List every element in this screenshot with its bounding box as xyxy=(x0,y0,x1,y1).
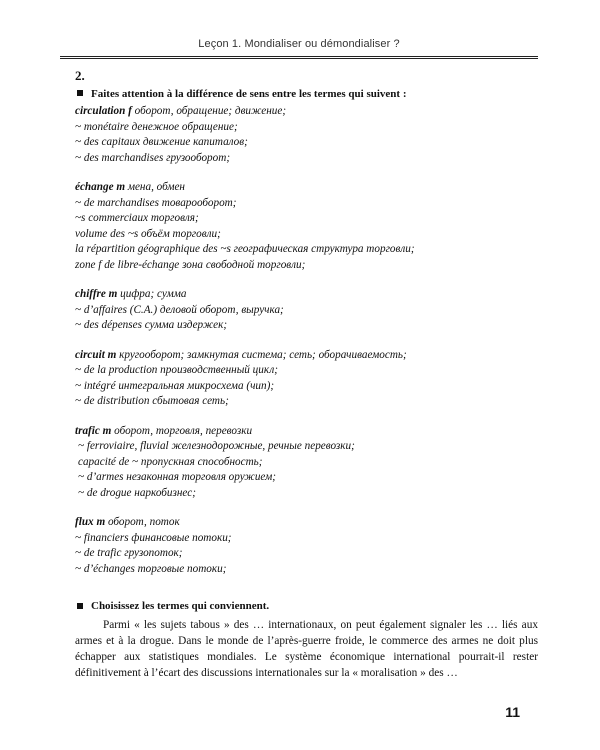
term-meaning: оборот, торговля, перевозки xyxy=(114,424,253,437)
term-line: ~ intégré интегральная микросхема (чип); xyxy=(75,379,275,392)
term-line: ~ de la production производственный цикл; xyxy=(75,364,278,376)
term-line: ~ d’affaires (C.A.) деловой оборот, выручка; xyxy=(75,303,284,316)
term-group-circuit xyxy=(75,348,530,410)
term-line: ~ de marchandises товарооборот; xyxy=(75,196,237,209)
term-line: ~ de trafic грузопоток; xyxy=(75,547,183,559)
square-bullet-icon xyxy=(77,90,83,96)
instruction-text: Faites attention à la différence de sens entre les termes qui suivent : xyxy=(91,87,407,100)
term-meaning: оборот, поток xyxy=(107,516,180,528)
term-head: flux m xyxy=(75,516,106,528)
term-line: ~s commerciaux торговля; xyxy=(75,212,199,224)
term-line: ~ ferroviaire, fluvial железнодорожные, речные перевозки; xyxy=(78,440,355,452)
term-head: chiffre m xyxy=(75,288,118,300)
square-bullet-icon xyxy=(77,603,83,609)
term-group-chiffre xyxy=(75,287,530,334)
term-line: capacité de ~ пропускная способность; xyxy=(78,455,263,468)
term-meaning: кругооборот; замкнутая система; сеть; оборачиваемость; xyxy=(119,348,407,361)
term-head: trafic m xyxy=(75,424,112,437)
term-meaning: цифра; сумма xyxy=(120,288,187,300)
exercise-number: 2. xyxy=(75,68,85,83)
page-number: 11 xyxy=(505,704,520,720)
term-line: ~ des marchandises грузооборот; xyxy=(75,151,231,164)
term-group-trafic xyxy=(75,424,530,502)
term-group-circulation xyxy=(75,104,530,166)
term-line: ~ d’armes незаконная торговля оружием; xyxy=(78,471,276,483)
term-meaning: мена, обмен xyxy=(127,181,185,193)
term-line: ~ d’échanges торговые потоки; xyxy=(75,562,227,575)
term-head: circulation f xyxy=(75,105,132,117)
exercise2-instruction xyxy=(75,599,530,615)
term-line: ~ monétaire денежное обращение; xyxy=(75,120,238,133)
term-line: volume des ~s объём торговли; xyxy=(75,227,221,240)
term-line: zone f de libre-échange зона свободной торговли; xyxy=(75,258,306,271)
term-line: ~ financiers финансовые потоки; xyxy=(75,531,232,544)
term-head: échange m xyxy=(75,181,126,193)
instruction-text: Choisissez les termes qui conviennent. xyxy=(91,600,270,612)
page-content xyxy=(75,68,538,693)
term-meaning: оборот, обращение; движение; xyxy=(134,105,287,117)
exercise-instruction xyxy=(75,87,530,103)
term-line: ~ de distribution сбытовая сеть; xyxy=(75,395,229,407)
term-head: circuit m xyxy=(75,348,117,361)
header-rule xyxy=(60,56,538,59)
term-group-echange xyxy=(75,180,530,273)
exercise2-paragraph: Parmi « les sujets tabous » des … internationaux, on peut également signaler les … liés aux armes et à la drogue. Dans le monde de l’après-guerre froide, le commerce des armes ne doit plus échapper aux statistiques mondiales. Le système économique international pourrait-il rester définitivement à l’écart des discussions internationales sur la « moralisation » des … xyxy=(75,618,538,680)
term-line: ~ des dépenses сумма издержек; xyxy=(75,319,228,331)
term-line: ~ de drogue наркобизнес; xyxy=(78,486,196,499)
running-header: Leçon 1. Mondialiser ou démondialiser ? xyxy=(198,38,400,50)
term-group-flux xyxy=(75,515,530,577)
term-line: ~ des capitaux движение капиталов; xyxy=(75,136,248,148)
term-line: la répartition géographique des ~s географическая структура торговли; xyxy=(75,243,415,255)
